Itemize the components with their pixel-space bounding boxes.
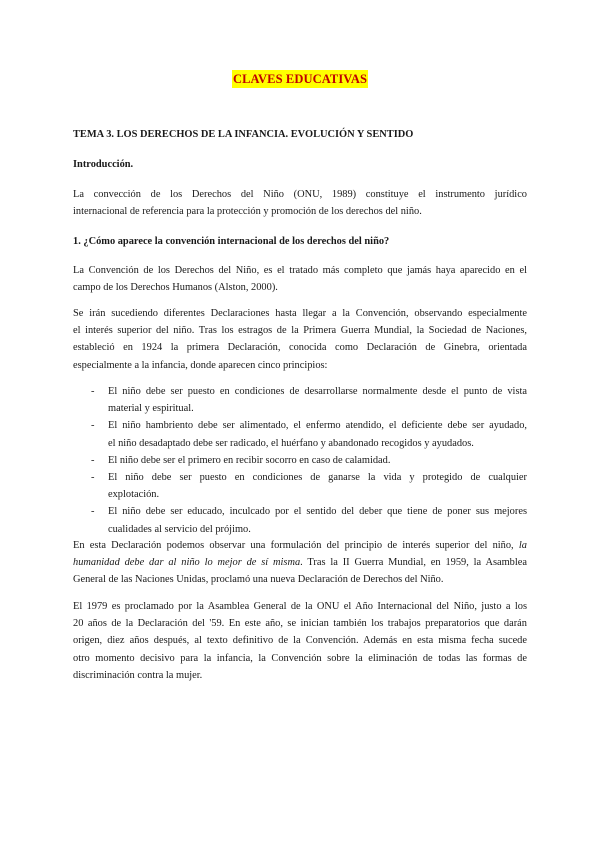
list-marker: - [91,420,95,432]
list-item-line: El niño debe ser el primero en recibir socorro en caso de calamidad. [108,454,391,466]
list-marker: - [91,506,95,518]
paragraph-line: el interés superior del niño. Tras los estragos de la Primera Guerra Mundial, la Sociedad de Naciones, [73,325,527,337]
paragraph-line: estableció en 1924 la primera Declaración, conocida como Declaración de Ginebra, orientada [73,342,527,354]
paragraph-line: origen, diez años después, al texto definitivo de la Convención. Además en esta misma fecha sucede [73,635,527,647]
intro-heading: Introducción. [73,159,134,170]
paragraph-line: especialmente a la infancia, donde aparecen cinco principios: [73,359,328,371]
list-item-line: El niño hambriento debe ser alimentado, el enfermo atendido, el deficiente debe ser ayudado, [108,420,527,432]
paragraph-line: discriminación contra la mujer. [73,669,203,681]
principles-list [73,383,527,538]
banner-title: CLAVES EDUCATIVAS [232,72,368,86]
paragraph-line: El 1979 es proclamado por la Asamblea General de la ONU el Año Internacional del Niño, justo a los [73,601,527,612]
paragraph-2 [73,305,527,374]
paragraph-line: La Convención de los Derechos del Niño, es el tratado más completo que jamás haya aparecido en el [73,265,527,276]
paragraph-1 [73,262,527,296]
list-item-line: explotación. [108,489,160,501]
list-item-line: El niño debe ser educado, inculcado por el sentido del deber que tiene de poner sus mejores [108,506,527,518]
paragraph-line: internacional de referencia para la protección y promoción de los derechos del niño. [73,206,422,218]
paragraph-line: La convección de los Derechos del Niño (ONU, 1989) constituye el instrumento jurídico [73,189,527,200]
paragraph-line: General de las Naciones Unidas, proclamó una nueva Declaración de Derechos del Niño. [73,574,444,586]
list-item-line: El niño debe ser puesto en condiciones de ganarse la vida y protegido de cualquier [108,472,527,484]
paragraph-line [73,537,527,554]
list-item [73,452,527,469]
list-item-line: cualidades al servicio del prójimo. [108,523,251,535]
list-marker: - [91,472,95,484]
section-1-heading: 1. ¿Cómo aparece la convención internacional de los derechos del niño? [73,236,390,247]
paragraph-line: campo de los Derechos Humanos (Alston, 2000). [73,282,278,294]
list-item [73,383,527,417]
paragraph-line: otro momento decisivo para la infancia, la Convención sobre la eliminación de todas las formas de [73,652,527,664]
list-item [73,503,527,537]
list-marker: - [91,386,95,397]
list-marker: - [91,454,95,466]
paragraph-3 [73,537,527,589]
list-item-line: El niño debe ser puesto en condiciones de desarrollarse normalmente desde el punto de vista [108,386,527,397]
list-item [73,469,527,503]
text-run: En esta Declaración podemos observar una formulación del principio de interés superior del niño, [73,540,519,551]
document-banner [0,70,600,88]
intro-paragraph [73,186,527,220]
list-item [73,417,527,451]
paragraph-line [73,554,527,571]
italic-run: humanidad debe dar al niño lo mejor de sí misma [73,557,301,569]
text-run: . Tras la II Guerra Mundial, en 1959, la Asamblea [300,557,527,569]
paragraph-line: Se irán sucediendo diferentes Declaraciones hasta llegar a la Convención, observando especialmente [73,308,527,319]
paragraph-line: 20 años de la Declaración del '59. En este año, se inician también los trabajos preparatorios que darán [73,618,527,630]
topic-heading: TEMA 3. LOS DERECHOS DE LA INFANCIA. EVOLUCIÓN Y SENTIDO [73,129,414,140]
list-item-line: material y espiritual. [108,403,194,415]
italic-run: la [518,540,527,551]
paragraph-4 [73,598,527,684]
list-item-line: el niño desadaptado debe ser radicado, el huérfano y abandonado recogidos y ayudados. [108,437,474,449]
